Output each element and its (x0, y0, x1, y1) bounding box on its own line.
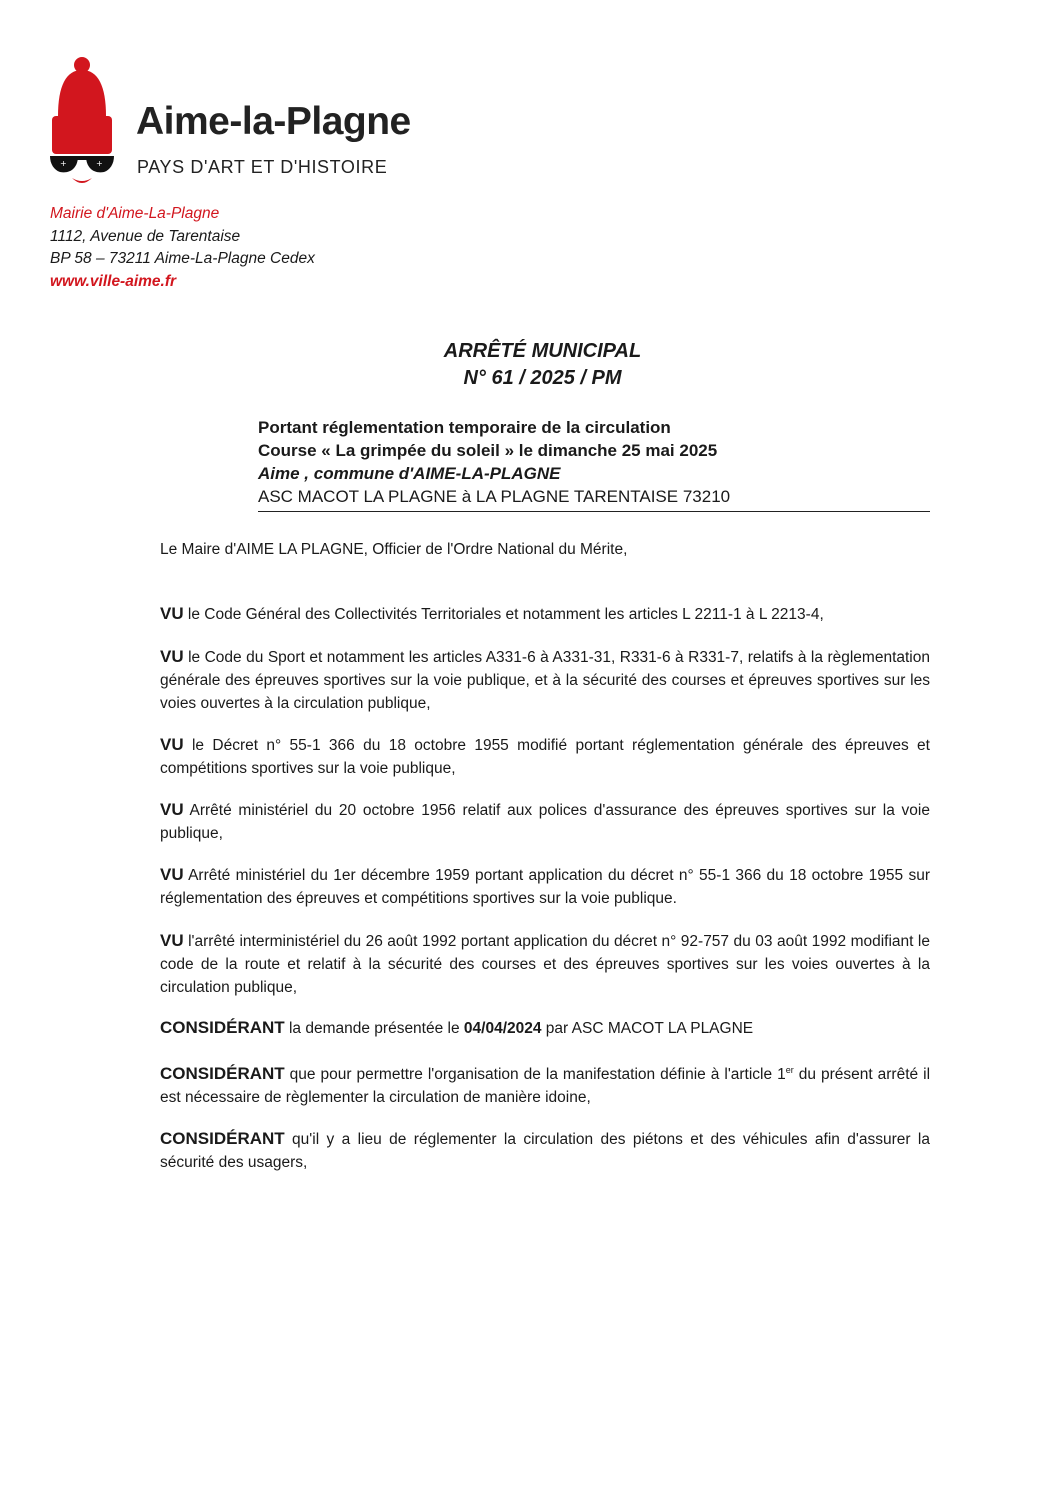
considerant-text: qu'il y a lieu de réglementer la circulation des piétons et des véhicules afin d'assurer la sécurité des usagers, (160, 1131, 930, 1171)
subject-line-4: ASC MACOT LA PLAGNE à LA PLAGNE TARENTAISE 73210 (258, 487, 731, 506)
intro-paragraph: Le Maire d'AIME LA PLAGNE, Officier de l'Ordre National du Mérite, (160, 541, 628, 558)
decree-title: ARRÊTÉ MUNICIPAL (443, 340, 642, 362)
vu-keyword: VU (160, 735, 184, 754)
svg-text:+: + (96, 159, 103, 168)
considerant-paragraph (160, 1062, 930, 1109)
considerant-text: la demande présentée le (284, 1020, 464, 1037)
brand-tagline: PAYS D'ART ET D'HISTOIRE (137, 157, 388, 177)
vu-paragraph (160, 798, 930, 845)
address-line-2: 1112, Avenue de Tarentaise (50, 227, 241, 245)
address-line-1: Mairie d'Aime-La-Plagne (50, 205, 220, 222)
considerant-text: que pour permettre l'organisation de la manifestation définie à l'article 1 (284, 1066, 786, 1083)
vu-paragraph (160, 602, 930, 626)
considerant-keyword: CONSIDÉRANT (160, 1018, 285, 1037)
subject-line-1: Portant réglementation temporaire de la circulation (258, 418, 671, 437)
vu-text: Arrêté ministériel du 1er décembre 1959 portant application du décret n° 55-1 366 du 18 octobre 1955 sur réglementation des épreuves et compétitions sportives sur la voie publique. (160, 867, 930, 907)
vu-keyword: VU (160, 865, 184, 884)
vu-keyword: VU (160, 800, 184, 819)
ordinal-suffix: er (785, 1064, 794, 1075)
address-line-3: BP 58 – 73211 Aime-La-Plagne Cedex (50, 250, 315, 267)
svg-text:+: + (60, 159, 67, 168)
red-beanie-sunglasses-mascot-icon (46, 56, 118, 186)
subject-line-2: Course « La grimpée du soleil » le dimanche 25 mai 2025 (258, 441, 718, 460)
subject-line-3: Aime , commune d'AIME-LA-PLAGNE (258, 464, 561, 483)
vu-text: le Code Général des Collectivités Territoriales et notamment les articles L 2211-1 à L 2213-4, (183, 606, 824, 623)
vu-keyword: VU (160, 647, 184, 666)
considerant-text-end: du présent arrêté il est nécessaire de règlementer la circulation de manière idoine, (160, 1066, 931, 1106)
vu-text: le Décret n° 55-1 366 du 18 octobre 1955 modifié portant réglementation générale des épreuves et compétitions sportives sur la voie publique, (160, 737, 930, 777)
vu-keyword: VU (160, 604, 184, 623)
decree-number: N° 61 / 2025 / PM (463, 367, 622, 389)
website-link[interactable]: www.ville-aime.fr (50, 272, 177, 290)
decree-subject (258, 416, 930, 512)
vu-keyword: VU (160, 931, 184, 950)
vu-text: Arrêté ministériel du 20 octobre 1956 relatif aux polices d'assurance des épreuves sportives sur la voie publique, (160, 802, 930, 842)
vu-text: le Code du Sport et notamment les articles A331-6 à A331-31, R331-6 à R331-7, relatifs à la règlementation générale des épreuves sportives sur la voie publique, et à la sécurité des courses et épreuves sportives sur les voies ouvertes à la circulation publique, (160, 649, 930, 712)
vu-text: l'arrêté interministériel du 26 août 1992 portant application du décret n° 92-757 du 03 août 1992 modifiant le code de la route et relatif à la sécurité des courses et des épreuves sportives sur les voies ouvertes à la circulation publique, (160, 933, 930, 996)
brand-name: Aime-la-Plagne (136, 100, 411, 143)
mairie-address (50, 203, 315, 293)
vu-paragraph (160, 645, 930, 715)
considerant-keyword: CONSIDÉRANT (160, 1064, 285, 1083)
decree-heading (0, 338, 1058, 392)
considerant-paragraph (160, 1016, 930, 1040)
considerant-paragraph (160, 1127, 930, 1174)
request-date: 04/04/2024 (463, 1020, 542, 1037)
vu-paragraph (160, 863, 930, 910)
considerant-keyword: CONSIDÉRANT (160, 1129, 285, 1148)
considerant-text-end: par ASC MACOT LA PLAGNE (541, 1020, 754, 1037)
vu-paragraph (160, 929, 930, 999)
vu-paragraph (160, 733, 930, 780)
